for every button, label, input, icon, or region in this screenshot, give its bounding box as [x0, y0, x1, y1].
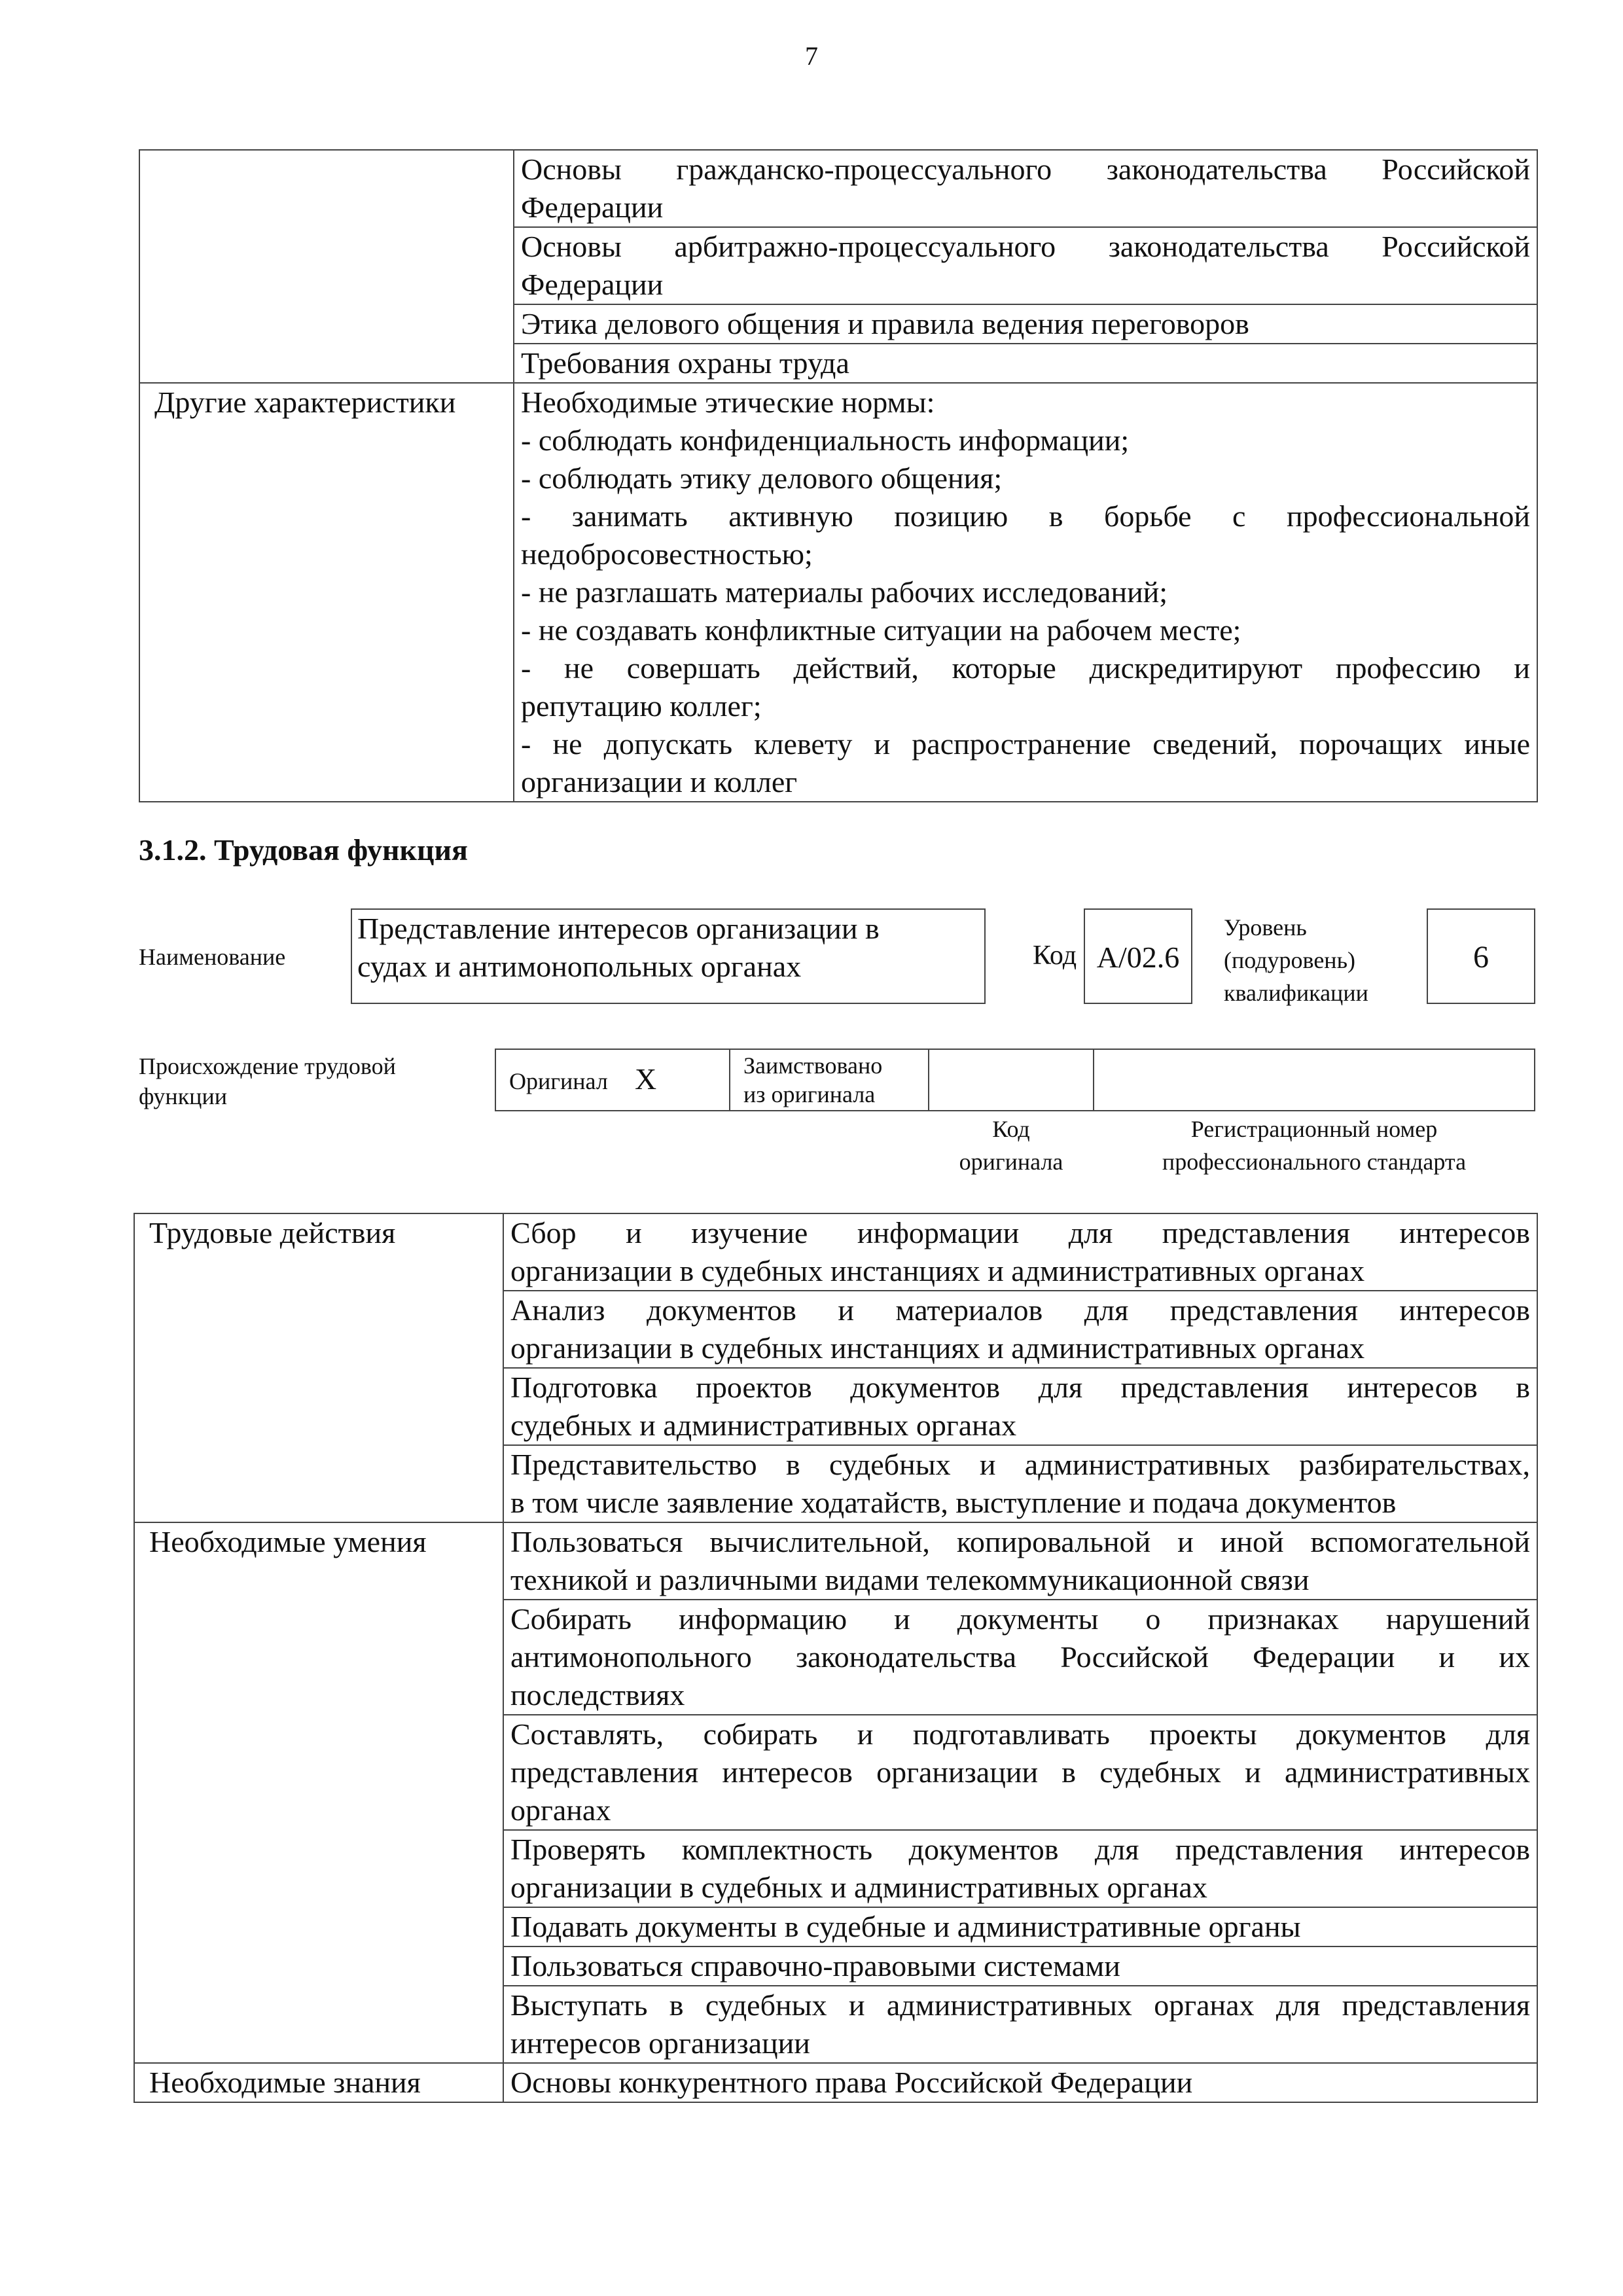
cell-line: Проверять комплектность документов для представления интересов	[510, 1833, 1530, 1866]
other-characteristics-label: Другие характеристики	[139, 383, 514, 802]
cell-line: Основы конкурентного права Российской Федерации	[510, 2066, 1193, 2099]
cell-line: Собирать информацию и документы о признаках нарушений	[510, 1602, 1530, 1636]
function-name-box	[351, 908, 986, 1004]
cell-line: - не создавать конфликтные ситуации на рабочем месте;	[521, 613, 1241, 647]
action-cell	[503, 1213, 1537, 1291]
cell-line: последствиях	[510, 1678, 685, 1712]
cell-line: Подготовка проектов документов для представления интересов в	[510, 1371, 1530, 1404]
empty-label-cell	[139, 150, 514, 383]
origin-label	[139, 1051, 396, 1111]
cell-line: - соблюдать этику делового общения;	[521, 461, 1003, 495]
cell-line: организации в судебных и административных органах	[510, 1871, 1207, 1904]
function-name-line: судах и антимонопольных органах	[357, 950, 802, 983]
code-label: Код	[1033, 941, 1077, 971]
table-row	[139, 150, 1537, 227]
cell-line: Подавать документы в судебные и административные органы	[510, 1910, 1301, 1943]
skill-cell	[503, 1522, 1537, 1600]
skill-cell	[503, 1946, 1537, 1986]
action-cell	[503, 1445, 1537, 1522]
knowledge-cell	[514, 344, 1537, 383]
table-row	[134, 1213, 1537, 1291]
original-box	[495, 1049, 730, 1111]
cell-line: представления интересов организации в судебных и административных	[510, 1755, 1530, 1789]
cell-line: Сбор и изучение информации для представления интересов	[510, 1216, 1530, 1249]
table-row	[134, 1522, 1537, 1600]
cell-line: органах	[510, 1793, 611, 1827]
cell-line: - соблюдать конфиденциальность информации;	[521, 423, 1130, 457]
cell-line: антимонопольного законодательства Российской Федерации и их	[510, 1640, 1530, 1674]
cell-line: Необходимые этические нормы:	[521, 386, 935, 419]
skill-cell	[503, 1715, 1537, 1830]
caption-line: профессионального стандарта	[1162, 1149, 1467, 1175]
skills-label: Необходимые умения	[134, 1522, 503, 2063]
caption-line: оригинала	[959, 1149, 1063, 1175]
cell-line: Федерации	[521, 268, 664, 301]
actions-label: Трудовые действия	[134, 1213, 503, 1522]
cell-line: Этика делового общения и правила ведения переговоров	[521, 307, 1249, 340]
action-cell	[503, 1291, 1537, 1368]
cell-line: Составлять, собирать и подготавливать проекты документов для	[510, 1717, 1530, 1751]
code-value-box	[1084, 908, 1192, 1004]
knowledge-cell	[514, 304, 1537, 344]
cell-line: - не разглашать материалы рабочих исследований;	[521, 575, 1168, 609]
level-value: 6	[1473, 940, 1489, 975]
borrowed-line: из оригинала	[743, 1081, 876, 1107]
function-name-line: Представление интересов организации в	[357, 912, 880, 945]
cell-line: в том числе заявление ходатайств, выступление и подача документов	[510, 1486, 1397, 1519]
cell-line: репутацию коллег;	[521, 689, 762, 723]
skill-cell	[503, 1986, 1537, 2063]
cell-line: Основы арбитражно-процессуального законодательства Российской	[521, 230, 1530, 263]
cell-line: - не допускать клевету и распространение сведений, порочащих иные	[521, 727, 1530, 761]
section-heading: 3.1.2. Трудовая функция	[139, 833, 468, 867]
knowledge-cell	[503, 2063, 1537, 2102]
level-label	[1224, 911, 1368, 1009]
skill-cell	[503, 1907, 1537, 1946]
registration-number-box	[1093, 1049, 1535, 1111]
original-mark: X	[635, 1062, 657, 1096]
knowledge-cell	[514, 227, 1537, 304]
borrowed-box	[729, 1049, 929, 1111]
cell-line: Пользоваться справочно-правовыми системами	[510, 1949, 1120, 1982]
cell-line: Выступать в судебных и административных органах для представления	[510, 1988, 1530, 2022]
registration-number-caption	[1093, 1113, 1535, 1178]
original-label: Оригинал	[509, 1068, 608, 1094]
other-characteristics-cell	[514, 383, 1537, 802]
cell-line: Федерации	[521, 190, 664, 224]
knowledge-label: Необходимые знания	[134, 2063, 503, 2102]
cell-line: недобросовестностью;	[521, 537, 813, 571]
original-code-caption	[928, 1113, 1094, 1178]
cell-line: - не совершать действий, которые дискредитируют профессию и	[521, 651, 1530, 685]
cell-line: организации в судебных инстанциях и административных органах	[510, 1254, 1365, 1287]
cell-line: техникой и различными видами телекоммуникационной связи	[510, 1563, 1310, 1596]
cell-line: Требования охраны труда	[521, 346, 849, 380]
code-value: A/02.6	[1096, 941, 1180, 974]
cell-line: организации в судебных инстанциях и административных органах	[510, 1331, 1365, 1365]
cell-line: - занимать активную позицию в борьбе с профессиональной	[521, 499, 1530, 533]
table-row	[134, 2063, 1537, 2102]
skill-cell	[503, 1830, 1537, 1907]
original-code-box	[928, 1049, 1094, 1111]
borrowed-line: Заимствовано	[743, 1052, 883, 1079]
origin-label-line: функции	[139, 1083, 227, 1109]
top-characteristics-table	[139, 149, 1538, 802]
caption-line: Регистрационный номер	[1190, 1116, 1438, 1142]
knowledge-cell	[514, 150, 1537, 227]
level-value-box	[1427, 908, 1535, 1004]
skill-cell	[503, 1600, 1537, 1715]
labor-function-table	[134, 1213, 1538, 2103]
cell-line: Представительство в судебных и административных разбирательствах,	[510, 1448, 1530, 1481]
table-row	[139, 383, 1537, 802]
page-number: 7	[805, 41, 818, 71]
cell-line: Пользоваться вычислительной, копировальной и иной вспомогательной	[510, 1525, 1530, 1558]
origin-label-line: Происхождение трудовой	[139, 1053, 396, 1079]
level-label-line: квалификации	[1224, 980, 1368, 1006]
cell-line: интересов организации	[510, 2026, 810, 2060]
cell-line: судебных и административных органах	[510, 1408, 1017, 1442]
level-label-line: Уровень	[1224, 914, 1307, 941]
cell-line: Основы гражданско-процессуального законодательства Российской	[521, 152, 1530, 186]
action-cell	[503, 1368, 1537, 1445]
cell-line: Анализ документов и материалов для представления интересов	[510, 1293, 1530, 1327]
caption-line: Код	[992, 1116, 1030, 1142]
name-label: Наименование	[139, 944, 286, 970]
cell-line: организации и коллег	[521, 765, 798, 798]
level-label-line: (подуровень)	[1224, 947, 1355, 973]
